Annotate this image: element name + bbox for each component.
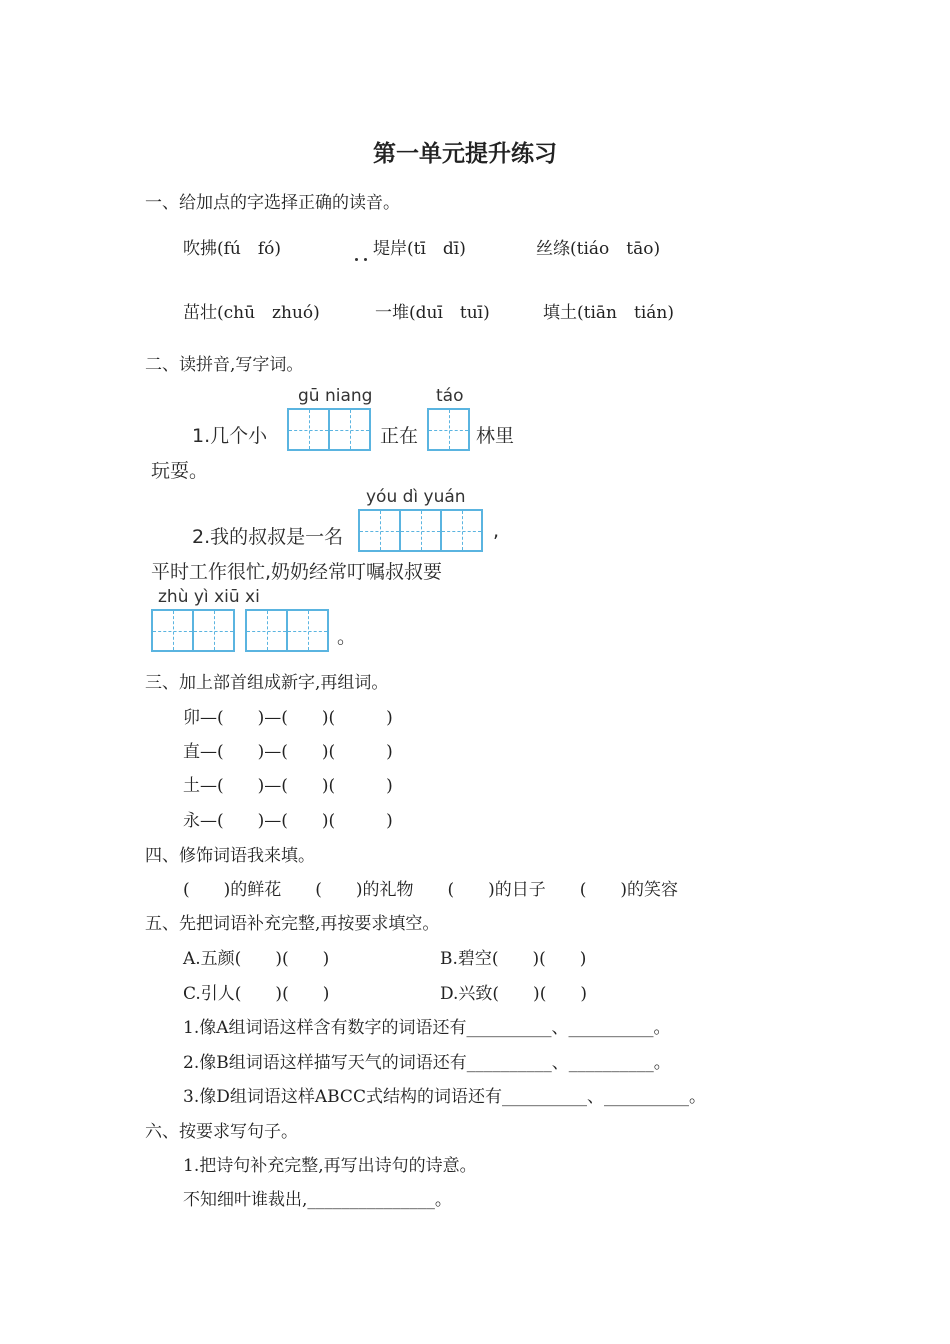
q1-suffix: 林里 (476, 425, 515, 447)
writing-cell[interactable] (330, 408, 371, 451)
section-6-heading: 六、按要求写句子。 (145, 1122, 298, 1142)
writing-cell[interactable] (401, 509, 442, 552)
q1-prefix: 1.几个小 (192, 425, 268, 447)
option-1-3: 丝绦(tiáo tāo) (536, 239, 661, 259)
radical-row-1: 卯—( )—( )( ) (183, 708, 393, 728)
option-1-2: 堤岸(tī dī) (373, 239, 466, 259)
writing-grid-youdiyuan[interactable] (358, 509, 483, 552)
option-2-3: 填土(tiān tián) (543, 303, 674, 323)
option-2-2: 一堆(duī tuī) (375, 303, 490, 323)
poem-line: 不知细叶谁裁出,_______________。 (183, 1190, 452, 1210)
s6-question-1: 1.把诗句补充完整,再写出诗句的诗意。 (183, 1156, 477, 1176)
q1-continuation: 玩耍。 (151, 460, 209, 482)
pinyin-guniang: gū niang (298, 386, 373, 406)
writing-cell[interactable] (151, 609, 194, 652)
writing-grid-guniang[interactable] (287, 408, 371, 451)
radical-row-4: 永—( )—( )( ) (183, 811, 393, 831)
writing-cell[interactable] (287, 408, 330, 451)
s5-question-3: 3.像D组词语这样ABCC式结构的词语还有__________、__________。 (183, 1087, 706, 1107)
pinyin-tao: táo (436, 386, 464, 406)
page-title: 第一单元提升练习 (373, 140, 557, 167)
group-d: D.兴致( )( ) (440, 984, 587, 1004)
writing-cell[interactable] (245, 609, 288, 652)
writing-cell[interactable] (358, 509, 401, 552)
writing-grid-zhuyi[interactable] (151, 609, 235, 652)
q1-middle: 正在 (380, 425, 419, 447)
option-2-1: 茁壮(chū zhuó) (183, 303, 320, 323)
writing-cell[interactable] (194, 609, 235, 652)
writing-cell[interactable] (442, 509, 483, 552)
emphasis-dot (364, 258, 367, 261)
q2-line2: 平时工作很忙,奶奶经常叮嘱叔叔要 (151, 561, 443, 583)
emphasis-dot (355, 258, 358, 261)
q2-end: 。 (337, 626, 357, 648)
writing-grid-tao[interactable] (427, 408, 470, 451)
section-2-heading: 二、读拼音,写字词。 (145, 355, 304, 375)
group-b: B.碧空( )( ) (440, 949, 587, 969)
section-1-heading: 一、给加点的字选择正确的读音。 (145, 193, 400, 213)
pinyin-zhuyi-xiuxi: zhù yì xiū xi (158, 587, 260, 607)
group-a: A.五颜( )( ) (183, 949, 330, 969)
writing-cell[interactable] (427, 408, 470, 451)
radical-row-2: 直—( )—( )( ) (183, 742, 393, 762)
section-4-heading: 四、修饰词语我来填。 (145, 846, 315, 866)
s5-question-2: 2.像B组词语这样描写天气的词语还有__________、__________。 (183, 1053, 671, 1073)
option-1-1: 吹拂(fú fó) (183, 239, 282, 259)
group-c: C.引人( )( ) (183, 984, 330, 1004)
s5-question-1: 1.像A组词语这样含有数字的词语还有__________、__________。 (183, 1018, 671, 1038)
q2-prefix: 2.我的叔叔是一名 (192, 526, 344, 548)
section-3-heading: 三、加上部首组成新字,再组词。 (145, 673, 389, 693)
writing-grid-xiuxi[interactable] (245, 609, 329, 652)
modifier-line: ( )的鲜花 ( )的礼物 ( )的日子 ( )的笑容 (183, 880, 679, 900)
pinyin-youdiyuan: yóu dì yuán (366, 487, 466, 507)
section-5-heading: 五、先把词语补充完整,再按要求填空。 (145, 914, 440, 934)
q2-comma: , (493, 520, 500, 542)
radical-row-3: 土—( )—( )( ) (183, 776, 393, 796)
writing-cell[interactable] (288, 609, 329, 652)
